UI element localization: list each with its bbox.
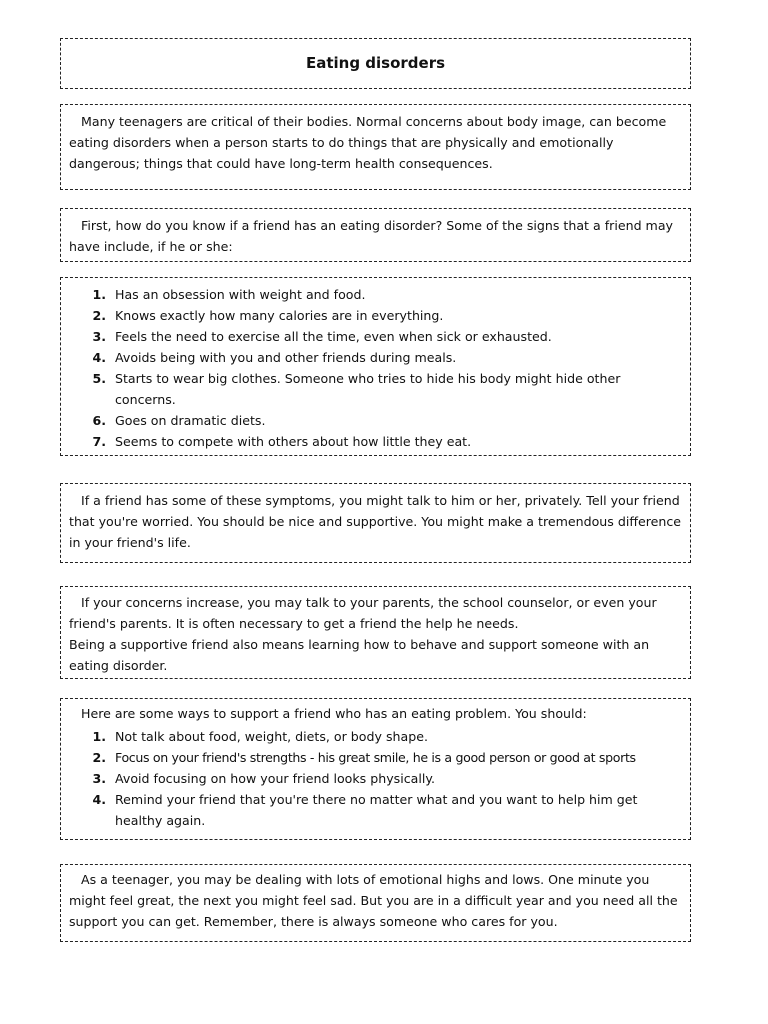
talk-box (60, 483, 691, 563)
ways-box (60, 698, 691, 840)
talk-paragraph: If a friend has some of these symptoms, you might talk to him or her, privately. Tell your friend that you're worried. You should be nice and supportive. You might make a tremendous difference in your friend's life. (69, 493, 682, 550)
concerns-paragraph: If your concerns increase, you may talk to your parents, the school counselor, or even your friend's parents. It is often necessary to get a friend the help he needs. (69, 595, 657, 631)
signs-question-box (60, 208, 691, 262)
concerns-box (60, 586, 691, 679)
supportive-paragraph: Being a supportive friend also means learning how to behave and support someone with an eating disorder. (69, 637, 650, 673)
list-item: 3. Feels the need to exercise all the time, even when sick or exhausted. (92, 329, 552, 344)
signs-list (69, 284, 682, 452)
list-item: 4. Remind your friend that you're there no matter what and you want to help him get healthy again. (92, 792, 638, 828)
list-item: 3. Avoid focusing on how your friend looks physically. (92, 771, 436, 786)
list-item: 1. Has an obsession with weight and food. (92, 287, 366, 302)
list-item: 4. Avoids being with you and other friends during meals. (92, 350, 457, 365)
closing-paragraph: As a teenager, you may be dealing with lots of emotional highs and lows. One minute you might feel great, the next you might feel sad. But you are in a difficult year and you need all the support you can get. Remember, there is always someone who cares for you. (69, 872, 678, 929)
list-item: 1. Not talk about food, weight, diets, or body shape. (92, 729, 428, 744)
intro-box (60, 104, 691, 190)
list-item: 7. Seems to compete with others about how little they eat. (92, 434, 472, 449)
closing-box (60, 864, 691, 942)
signs-list-box (60, 277, 691, 456)
title-box (60, 38, 691, 89)
ways-intro: Here are some ways to support a friend who has an eating problem. You should: (81, 706, 587, 721)
list-item: 6. Goes on dramatic diets. (92, 413, 266, 428)
page-title: Eating disorders (305, 54, 446, 72)
ways-list (69, 726, 682, 831)
signs-question-paragraph: First, how do you know if a friend has an eating disorder? Some of the signs that a friend may have include, if he or she: (69, 218, 673, 254)
list-item: 2. Knows exactly how many calories are in everything. (92, 308, 444, 323)
list-item: 5. Starts to wear big clothes. Someone who tries to hide his body might hide other concerns. (92, 371, 621, 407)
list-item: 2. Focus on your friend's strengths - his great smile, he is a good person or good at sports (92, 750, 636, 765)
intro-paragraph: Many teenagers are critical of their bodies. Normal concerns about body image, can become eating disorders when a person starts to do things that are physically and emotionally dangerous; things that could have long-term health consequences. (69, 114, 667, 171)
